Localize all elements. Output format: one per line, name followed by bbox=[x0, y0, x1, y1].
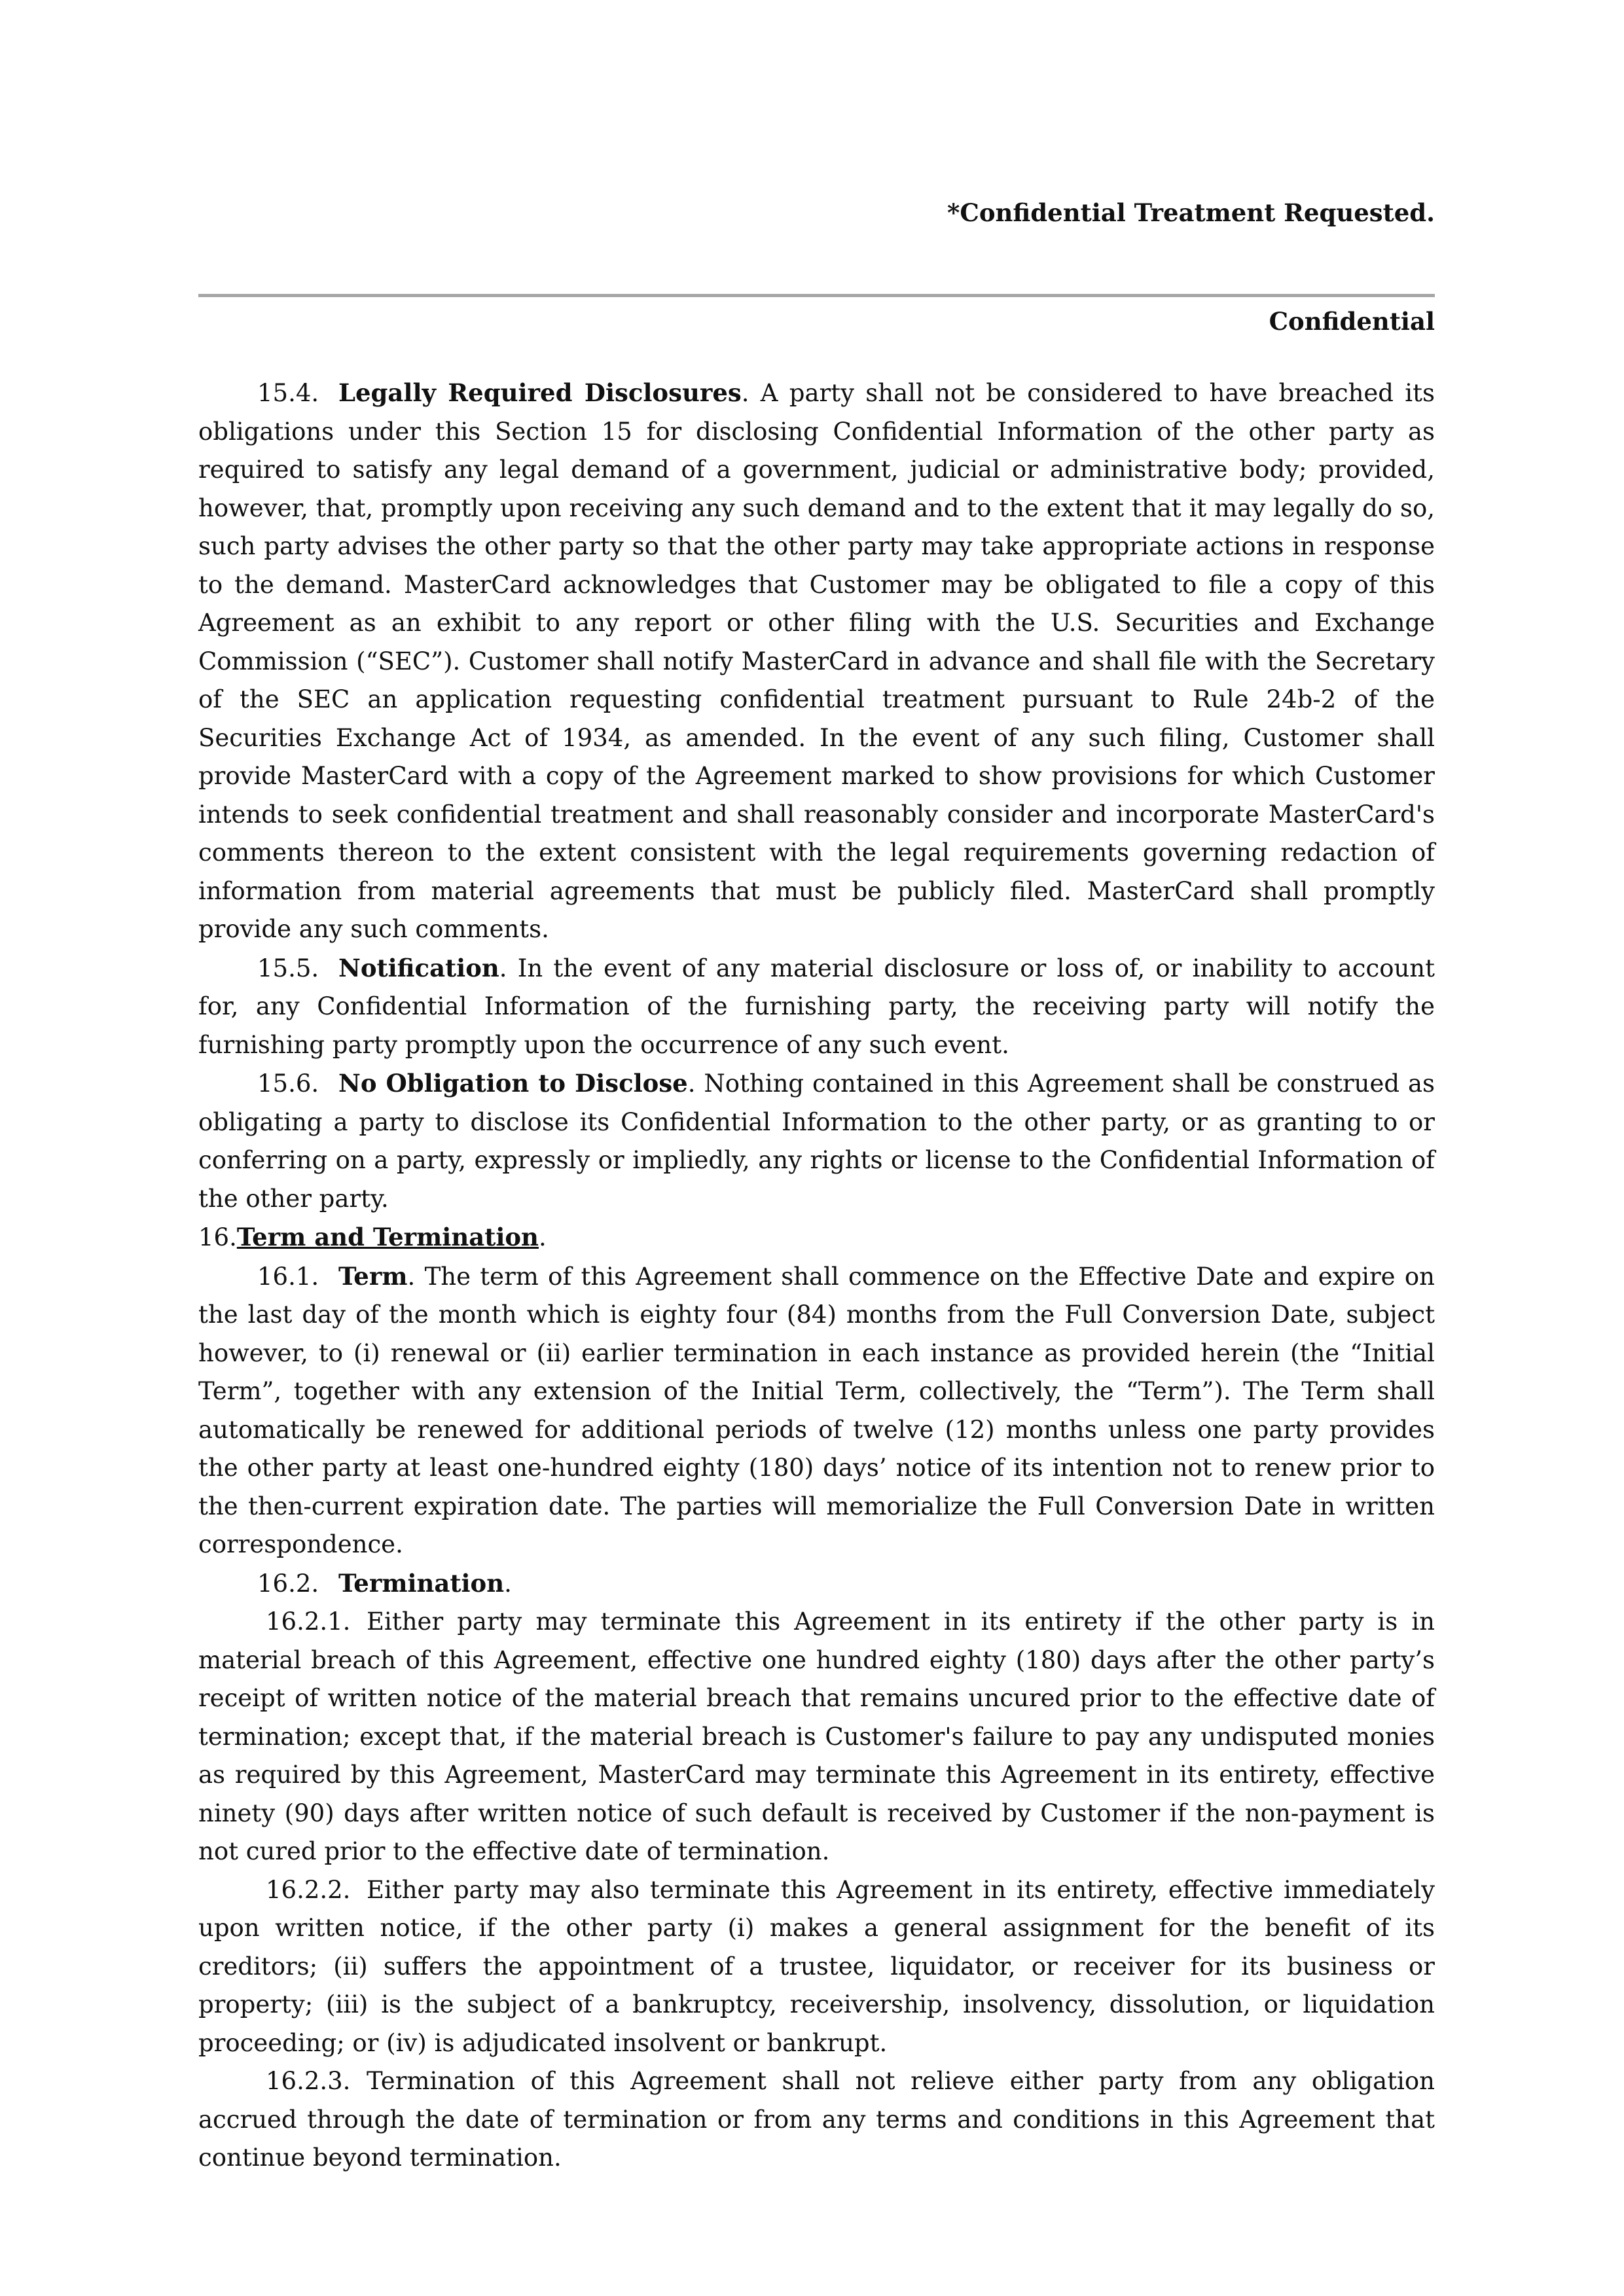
section-number: 15.5. bbox=[257, 954, 319, 982]
section-number: 16. bbox=[198, 1223, 237, 1251]
section-text: . bbox=[504, 1569, 512, 1598]
section-number: 16.2. bbox=[257, 1569, 319, 1598]
section-title: Termination bbox=[338, 1568, 505, 1598]
section-title: No Obligation to Disclose bbox=[338, 1069, 688, 1098]
section-16-2-1 bbox=[198, 1603, 1435, 1871]
section-title: Legally Required Disclosures bbox=[338, 378, 742, 407]
section-number: 15.4. bbox=[257, 379, 319, 407]
confidential-label: Confidential bbox=[1269, 307, 1435, 336]
section-text: . bbox=[538, 1223, 547, 1251]
document-body bbox=[198, 374, 1435, 2178]
section-16-2-3 bbox=[198, 2062, 1435, 2178]
section-15-4 bbox=[198, 374, 1435, 949]
section-text: . In the event of any material disclosure or loss of, or inability to account for, any Confidential Information of the furnishing party, the receiving party will notify the furnishing party promptly upon the occurrence of any such event. bbox=[198, 954, 1435, 1059]
section-text: . The term of this Agreement shall commence on the Effective Date and expire on the last day of the month which is eighty four (84) months from the Full Conversion Date, subject however, to (i) renewal or (ii) earlier termination in each instance as provided herein (the “Initial Term”, together with any extension of the Initial Term, collectively, the “Term”). The Term shall automatically be renewed for additional periods of twelve (12) months unless one party provides the other party at least one-hundred eighty (180) days’ notice of its intention not to renew prior to the then-current expiration date. The parties will memorialize the Full Conversion Date in written correspondence. bbox=[198, 1262, 1435, 1558]
section-15-5 bbox=[198, 949, 1435, 1065]
header-rule bbox=[198, 294, 1435, 297]
section-16-2-2 bbox=[198, 1871, 1435, 2063]
section-16-heading bbox=[198, 1218, 1435, 1257]
section-text: Either party may also terminate this Agreement in its entirety, effective immediately upon written notice, if the other party (i) makes a general assignment for the benefit of its creditors; (ii) suffers the appointment of a trustee, liquidator, or receiver for its business or property; (iii) is the subject of a bankruptcy, receivership, insolvency, dissolution, or liquidation proceeding; or (iv) is adjudicated insolvent or bankrupt. bbox=[198, 1875, 1435, 2057]
section-16-2 bbox=[198, 1564, 1435, 1604]
section-15-6 bbox=[198, 1064, 1435, 1218]
section-number: 16.2.3. bbox=[266, 2067, 351, 2095]
section-text: . A party shall not be considered to have breached its obligations under this Section 15 for disclosing Confidential Information of the other party as required to satisfy any legal demand of a government, judicial or administrative body; provided, however, that, promptly upon receiving any such demand and to the extent that it may legally do so, such party advises the other party so that the other party may take appropriate actions in response to the demand. MasterCard acknowledges that Customer may be obligated to file a copy of this Agreement as an exhibit to any report or other filing with the U.S. Securities and Exchange Commission (“SEC”). Customer shall notify MasterCard in advance and shall file with the Secretary of the SEC an application requesting confidential treatment pursuant to Rule 24b-2 of the Securities Exchange Act of 1934, as amended. In the event of any such filing, Customer shall provide MasterCard with a copy of the Agreement marked to show provisions for which Customer intends to seek confidential treatment and shall reasonably consider and incorporate MasterCard's comments thereon to the extent consistent with the legal requirements governing redaction of information from material agreements that must be publicly filed. MasterCard shall promptly provide any such comments. bbox=[198, 379, 1435, 943]
section-number: 16.2.2. bbox=[266, 1875, 351, 1904]
section-title: Notification bbox=[338, 953, 499, 982]
section-text: Termination of this Agreement shall not relieve either party from any obligation accrued through the date of termination or from any terms and conditions in this Agreement that continue beyond termination. bbox=[198, 2067, 1435, 2172]
confidential-treatment-note: *Confidential Treatment Requested. bbox=[947, 198, 1435, 227]
section-number: 16.2.1. bbox=[266, 1607, 351, 1636]
section-text: Either party may terminate this Agreement in its entirety if the other party is in material breach of this Agreement, effective one hundred eighty (180) days after the other party’s receipt of written notice of the material breach that remains uncured prior to the effective date of termination; except that, if the material breach is Customer's failure to pay any undisputed monies as required by this Agreement, MasterCard may terminate this Agreement in its entirety, effective ninety (90) days after written notice of such default is received by Customer if the non-payment is not cured prior to the effective date of termination. bbox=[198, 1607, 1435, 1865]
section-number: 15.6. bbox=[257, 1069, 319, 1098]
section-16-1 bbox=[198, 1257, 1435, 1564]
section-title: Term and Termination bbox=[236, 1223, 539, 1251]
section-title: Term bbox=[338, 1261, 408, 1291]
section-number: 16.1. bbox=[257, 1262, 319, 1291]
section-text: . Nothing contained in this Agreement shall be construed as obligating a party to disclose its Confidential Information to the other party, or as granting to or conferring on a party, expressly or impliedly, any rights or license to the Confidential Information of the other party. bbox=[198, 1069, 1435, 1213]
